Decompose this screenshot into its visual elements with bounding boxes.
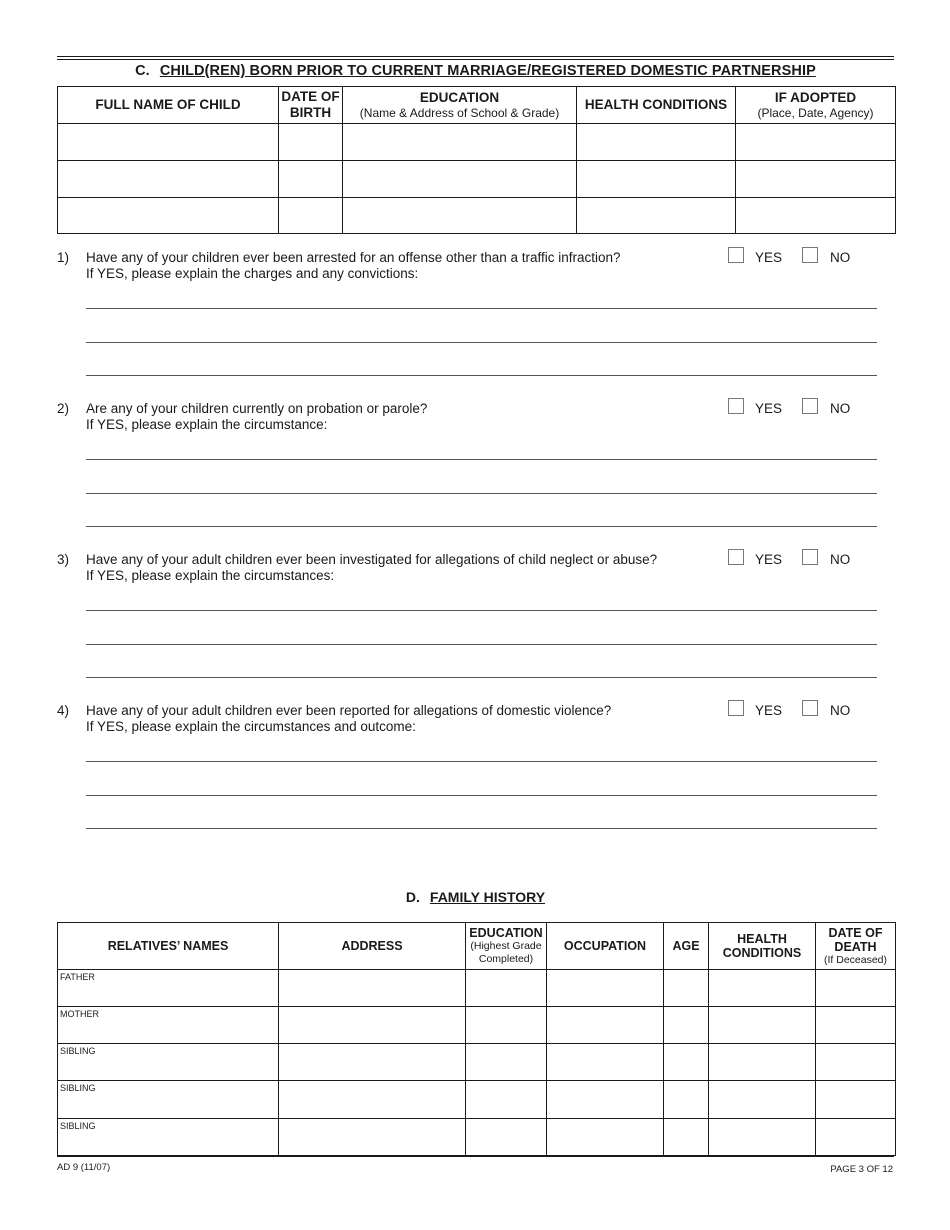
table-row: [58, 970, 896, 1007]
relative-name-cell[interactable]: [58, 1007, 279, 1044]
relative-name-cell[interactable]: [58, 1081, 279, 1119]
relative-name-cell[interactable]: [58, 970, 279, 1007]
child-education-cell[interactable]: [343, 161, 577, 198]
yes-label: YES: [755, 250, 783, 265]
header-address: ADDRESS: [279, 923, 466, 970]
no-label: NO: [830, 401, 851, 416]
address-cell[interactable]: [279, 1119, 466, 1156]
children-table-header: [58, 87, 896, 124]
answer-line[interactable]: [86, 795, 877, 796]
death-cell[interactable]: [816, 1044, 896, 1081]
child-health-cell[interactable]: [577, 161, 736, 198]
no-label: NO: [830, 703, 851, 718]
top-rule: [57, 56, 894, 57]
section-d-title: D. FAMILY HISTORY: [405, 889, 546, 905]
yes-label: YES: [755, 703, 783, 718]
family-history-table: [57, 922, 896, 1156]
child-adopted-cell[interactable]: [736, 161, 896, 198]
no-checkbox[interactable]: [802, 549, 818, 565]
death-cell[interactable]: [816, 1081, 896, 1119]
child-dob-cell[interactable]: [279, 161, 343, 198]
yes-checkbox[interactable]: [728, 700, 744, 716]
question-text: Are any of your children currently on probation or parole? If YES, please explain the circumstance:: [86, 401, 428, 432]
header-health-conditions: HEALTH CONDITIONS: [709, 923, 816, 970]
education-cell[interactable]: [466, 1044, 547, 1081]
health-cell[interactable]: [709, 1081, 816, 1119]
header-full-name: FULL NAME OF CHILD: [58, 87, 279, 124]
child-name-cell[interactable]: [58, 161, 279, 198]
header-age: AGE: [664, 923, 709, 970]
yes-checkbox[interactable]: [728, 549, 744, 565]
no-checkbox[interactable]: [802, 398, 818, 414]
answer-line[interactable]: [86, 610, 877, 611]
header-relatives-names: RELATIVES’ NAMES: [58, 923, 279, 970]
answer-line[interactable]: [86, 493, 877, 494]
header-date-of-death: DATE OF DEATH (If Deceased): [816, 923, 896, 970]
child-adopted-cell[interactable]: [736, 124, 896, 161]
child-education-cell[interactable]: [343, 124, 577, 161]
age-cell[interactable]: [664, 970, 709, 1007]
health-cell[interactable]: [709, 970, 816, 1007]
death-cell[interactable]: [816, 1119, 896, 1156]
child-health-cell[interactable]: [577, 124, 736, 161]
answer-line[interactable]: [86, 308, 877, 309]
child-dob-cell[interactable]: [279, 124, 343, 161]
yes-label: YES: [755, 552, 783, 567]
answer-line[interactable]: [86, 644, 877, 645]
header-date-of-birth: DATE OF BIRTH: [279, 87, 343, 124]
row-label: SIBLING: [60, 1121, 96, 1131]
address-cell[interactable]: [279, 970, 466, 1007]
children-table: [57, 86, 896, 234]
question-text: Have any of your children ever been arrested for an offense other than a traffic infraction? If YES, please explain the charges and any convictions:: [86, 250, 621, 281]
question-text: Have any of your adult children ever been investigated for allegations of child neglect or abuse? If YES, please explain the circumstances:: [86, 552, 658, 583]
bottom-rule: [57, 1156, 894, 1157]
education-cell[interactable]: [466, 1007, 547, 1044]
answer-line[interactable]: [86, 828, 877, 829]
section-c-title: C. CHILD(REN) BORN PRIOR TO CURRENT MARRIAGE/REGISTERED DOMESTIC PARTNERSHIP: [135, 63, 816, 79]
occupation-cell[interactable]: [547, 1044, 664, 1081]
address-cell[interactable]: [279, 1007, 466, 1044]
header-if-adopted: IF ADOPTED (Place, Date, Agency): [736, 87, 896, 124]
relative-name-cell[interactable]: [58, 1119, 279, 1156]
education-cell[interactable]: [466, 1081, 547, 1119]
table-row: [58, 1081, 896, 1119]
row-label: MOTHER: [60, 1009, 99, 1019]
no-checkbox[interactable]: [802, 247, 818, 263]
question-number: 3): [57, 552, 70, 567]
education-cell[interactable]: [466, 970, 547, 1007]
header-health-conditions: HEALTH CONDITIONS: [577, 87, 736, 124]
table-row: [58, 1044, 896, 1081]
page-number: PAGE 3 OF 12: [830, 1164, 893, 1175]
header-education: EDUCATION (Name & Address of School & Grade): [343, 87, 577, 124]
occupation-cell[interactable]: [547, 970, 664, 1007]
table-row: [58, 161, 896, 198]
no-label: NO: [830, 250, 851, 265]
table-row: [58, 1119, 896, 1156]
header-occupation: OCCUPATION: [547, 923, 664, 970]
question-text: Have any of your adult children ever been reported for allegations of domestic violence? If YES, please explain the circumstances and outcome:: [86, 703, 612, 734]
occupation-cell[interactable]: [547, 1119, 664, 1156]
row-label: SIBLING: [60, 1083, 96, 1093]
occupation-cell[interactable]: [547, 1081, 664, 1119]
answer-line[interactable]: [86, 342, 877, 343]
child-education-cell[interactable]: [343, 198, 577, 234]
yes-checkbox[interactable]: [728, 247, 744, 263]
answer-line[interactable]: [86, 526, 877, 527]
yes-label: YES: [755, 401, 783, 416]
death-cell[interactable]: [816, 1007, 896, 1044]
occupation-cell[interactable]: [547, 1007, 664, 1044]
answer-line[interactable]: [86, 459, 877, 460]
health-cell[interactable]: [709, 1119, 816, 1156]
child-adopted-cell[interactable]: [736, 198, 896, 234]
row-label: FATHER: [60, 972, 95, 982]
family-table-header: [58, 923, 896, 970]
table-row: [58, 1007, 896, 1044]
age-cell[interactable]: [664, 1007, 709, 1044]
answer-line[interactable]: [86, 375, 877, 376]
table-row: [58, 124, 896, 161]
education-cell[interactable]: [466, 1119, 547, 1156]
header-education: EDUCATION (Highest Grade Completed): [466, 923, 547, 970]
yes-checkbox[interactable]: [728, 398, 744, 414]
child-dob-cell[interactable]: [279, 198, 343, 234]
age-cell[interactable]: [664, 1044, 709, 1081]
age-cell[interactable]: [664, 1119, 709, 1156]
table-row: [58, 198, 896, 234]
no-label: NO: [830, 552, 851, 567]
top-rule-2: [57, 59, 894, 60]
question-number: 2): [57, 401, 70, 416]
child-name-cell[interactable]: [58, 124, 279, 161]
health-cell[interactable]: [709, 1007, 816, 1044]
address-cell[interactable]: [279, 1044, 466, 1081]
health-cell[interactable]: [709, 1044, 816, 1081]
question-number: 1): [57, 250, 70, 265]
answer-line[interactable]: [86, 677, 877, 678]
age-cell[interactable]: [664, 1081, 709, 1119]
child-health-cell[interactable]: [577, 198, 736, 234]
relative-name-cell[interactable]: [58, 1044, 279, 1081]
form-id: AD 9 (11/07): [57, 1162, 111, 1173]
row-label: SIBLING: [60, 1046, 96, 1056]
no-checkbox[interactable]: [802, 700, 818, 716]
child-name-cell[interactable]: [58, 198, 279, 234]
death-cell[interactable]: [816, 970, 896, 1007]
question-number: 4): [57, 703, 70, 718]
address-cell[interactable]: [279, 1081, 466, 1119]
answer-line[interactable]: [86, 761, 877, 762]
